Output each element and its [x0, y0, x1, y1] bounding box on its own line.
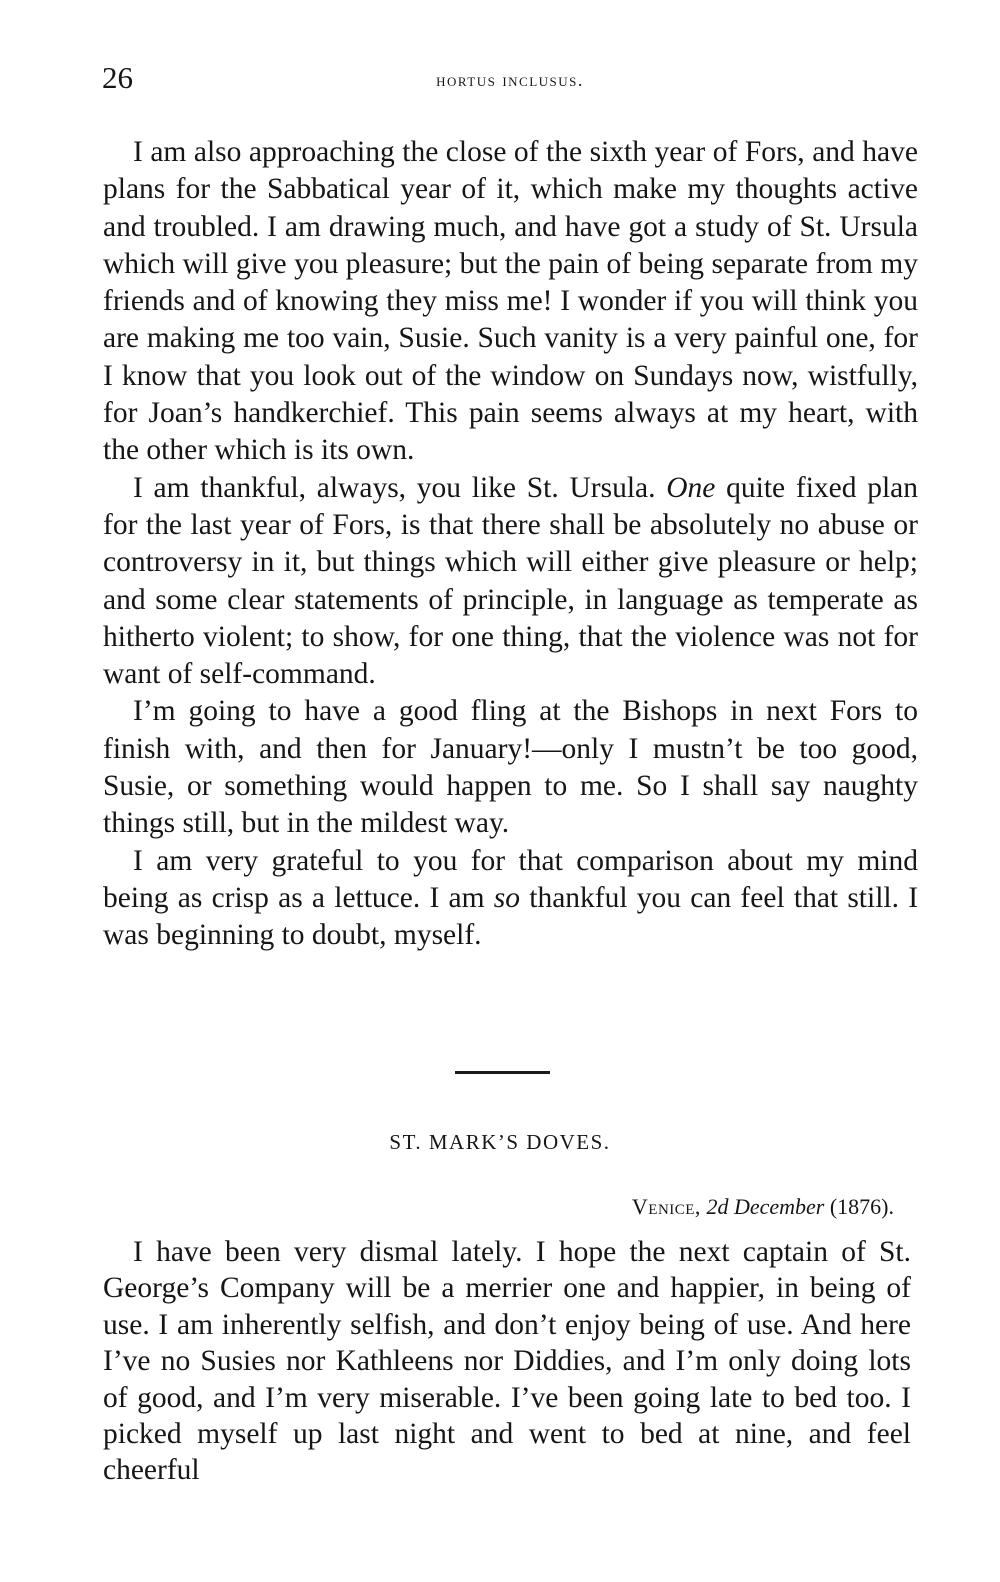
section-heading: ST. MARK’S DOVES.	[389, 1130, 611, 1154]
paragraph-text: quite fixed plan for the last year of Fors, is that there shall be absolutely no abuse or controversy in it, but things which will either give pleasure or help; and some clear statements of principle, in language as temperate as hitherto violent; to show, for one thing, that the violence was not for want of self-command.	[103, 471, 919, 691]
dateline-year: (1876).	[829, 1194, 894, 1219]
emphasized-word: One	[666, 471, 716, 504]
letter-body	[103, 1234, 911, 1489]
paragraph: I am also approaching the close of the sixth year of Fors, and have plans for the Sabbatical year of it, which make my thoughts active and troubled. I am drawing much, and have got a study of St. Ursula which will give you pleasure; but the pain of being separate from my friends and of knowing they miss me! I wonder if you will think you are making me too vain, Susie. Such vanity is a very painful one, for I know that you look out of the window on Sundays now, wistfully, for Joan’s handkerchief. This pain seems always at my heart, with the other which is its own.	[103, 136, 918, 467]
paragraph	[103, 470, 918, 694]
paragraph: I’m going to have a good fling at the Bishops in next Fors to finish with, and then for January!—only I mustn’t be too good, Susie, or something would happen to me. So I shall say naughty things still, but in the mildest way.	[103, 695, 918, 840]
page-number: 26	[102, 60, 133, 95]
section-divider	[455, 1071, 550, 1074]
running-head	[100, 58, 920, 98]
dateline	[632, 1190, 894, 1224]
dateline-date: 2d December	[706, 1194, 825, 1219]
paragraph-text: I am thankful, always, you like St. Ursula.	[133, 471, 656, 504]
paragraph: I have been very dismal lately. I hope the next captain of St. George’s Company will be a merrier one and happier, in being of use. I am inherently selfish, and don’t enjoy being of use. And here I’ve no Susies nor Kathleens nor Diddies, and I’m only doing lots of good, and I’m very miserable. I’ve been going late to bed too. I picked myself up last night and went to bed at nine, and feel cheerful	[103, 1236, 911, 1487]
paragraph	[103, 843, 918, 955]
emphasized-word: so	[493, 881, 521, 914]
paragraph-text: thankful you can feel that still. I was beginning to doubt, myself.	[103, 881, 919, 952]
paragraph-text: I am very grateful to you for that comparison about my mind being as crisp as a lettuce. I am	[103, 844, 918, 914]
dateline-place: Venice,	[631, 1194, 701, 1219]
letter-body	[103, 134, 918, 955]
running-title: hortus inclusus.	[436, 70, 584, 90]
